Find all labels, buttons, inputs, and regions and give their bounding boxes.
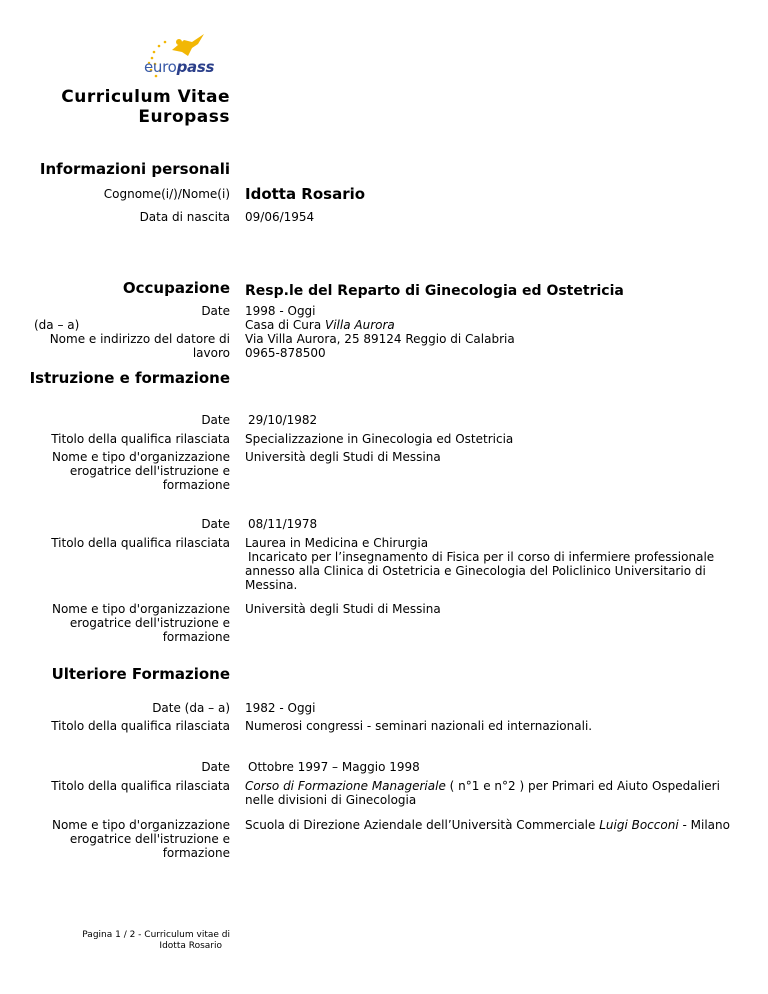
name-value: Idotta Rosario (245, 185, 366, 203)
edu2-qual-label: Titolo della qualifica rilasciata (51, 536, 230, 550)
section-personal-title: Informazioni personali (39, 160, 230, 178)
edu2-date-value: 08/11/1978 (248, 517, 318, 531)
further2-org-label-2: erogatrice dell'istruzione e (69, 832, 230, 846)
further2-qual-italic: Corso di Formazione Manageriale (245, 779, 446, 793)
name-label: Cognome(i/)/Nome(i) (103, 187, 230, 201)
further2-qual-rest: ( n°1 e n°2 ) per Primari ed Aiuto Ospedalieri (445, 779, 720, 793)
employer-name (245, 318, 395, 333)
edu2-qual-extra-3: Messina. (245, 578, 298, 592)
edu2-qual-extra-1: Incaricato per l’insegnamento di Fisica per il corso di infermiere professionale (248, 550, 715, 564)
cv-title-line2: Europass (138, 107, 230, 127)
cv-title-line1: Curriculum Vitae (61, 87, 230, 107)
edu2-date-label: Date (201, 517, 230, 531)
dob-value: 09/06/1954 (245, 210, 315, 224)
occupation-date-label: Date (201, 304, 230, 318)
occupation-value: Resp.le del Reparto di Ginecologia ed Ostetricia (245, 283, 624, 299)
section-education-title: Istruzione e formazione (29, 369, 230, 387)
edu1-org-value: Università degli Studi di Messina (245, 450, 441, 464)
employer-name-italic: Villa Aurora (325, 318, 395, 332)
occupation-date-range-label: (da – a) (34, 318, 80, 332)
employer-label-1: Nome e indirizzo del datore di (49, 332, 230, 346)
footer-line2: Idotta Rosario (159, 941, 222, 951)
further2-date-label: Date (201, 760, 230, 774)
logo-pass: pass (176, 58, 215, 76)
edu2-qual-value: Laurea in Medicina e Chirurgia (245, 536, 429, 550)
further1-date-value: 1982 - Oggi (245, 701, 316, 715)
further2-org-italic: Luigi Bocconi (599, 818, 679, 832)
section-further-title: Ulteriore Formazione (51, 665, 230, 683)
further2-qual-line2: nelle divisioni di Ginecologia (245, 793, 417, 807)
europass-wordmark (144, 58, 214, 76)
employer-label-2: lavoro (192, 346, 230, 360)
further2-org-value (245, 818, 730, 833)
edu1-qual-value: Specializzazione in Ginecologia ed Ostetricia (245, 432, 514, 446)
further2-org-suffix: - Milano (678, 818, 730, 832)
edu2-org-label-3: formazione (162, 630, 230, 644)
employer-address: Via Villa Aurora, 25 89124 Reggio di Calabria (245, 332, 515, 346)
further2-org-label-1: Nome e tipo d'organizzazione (51, 818, 230, 832)
further2-date-value: Ottobre 1997 – Maggio 1998 (248, 760, 420, 774)
further2-qual-label: Titolo della qualifica rilasciata (51, 779, 230, 793)
edu1-qual-label: Titolo della qualifica rilasciata (51, 432, 230, 446)
edu2-org-label-1: Nome e tipo d'organizzazione (51, 602, 230, 616)
edu1-date-label: Date (201, 413, 230, 427)
section-occupation-title: Occupazione (122, 279, 230, 297)
edu1-org-label-2: erogatrice dell'istruzione e (69, 464, 230, 478)
edu1-date-value: 29/10/1982 (248, 413, 318, 427)
further1-qual-label: Titolo della qualifica rilasciata (51, 719, 230, 733)
edu2-org-value: Università degli Studi di Messina (245, 602, 441, 616)
further1-qual-value: Numerosi congressi - seminari nazionali ed internazionali. (245, 719, 593, 733)
further1-date-label: Date (da – a) (152, 701, 230, 715)
further2-org-prefix: Scuola di Direzione Aziendale dell’Università Commerciale (245, 818, 600, 832)
dob-label: Data di nascita (139, 210, 230, 224)
footer-line1: Pagina 1 / 2 - Curriculum vitae di (82, 930, 230, 940)
employer-phone: 0965-878500 (245, 346, 326, 360)
edu1-org-label-3: formazione (162, 478, 230, 492)
edu1-org-label-1: Nome e tipo d'organizzazione (51, 450, 230, 464)
edu2-org-label-2: erogatrice dell'istruzione e (69, 616, 230, 630)
europass-logo (132, 30, 232, 80)
further2-qual-value (245, 779, 720, 794)
edu2-qual-extra-2: annesso alla Clinica di Ostetricia e Ginecologia del Policlinico Universitario di (245, 564, 706, 578)
occupation-date-value: 1998 - Oggi (245, 304, 316, 318)
further2-org-label-3: formazione (162, 846, 230, 860)
employer-prefix: Casa di Cura (245, 318, 326, 332)
logo-euro: euro (144, 58, 177, 76)
